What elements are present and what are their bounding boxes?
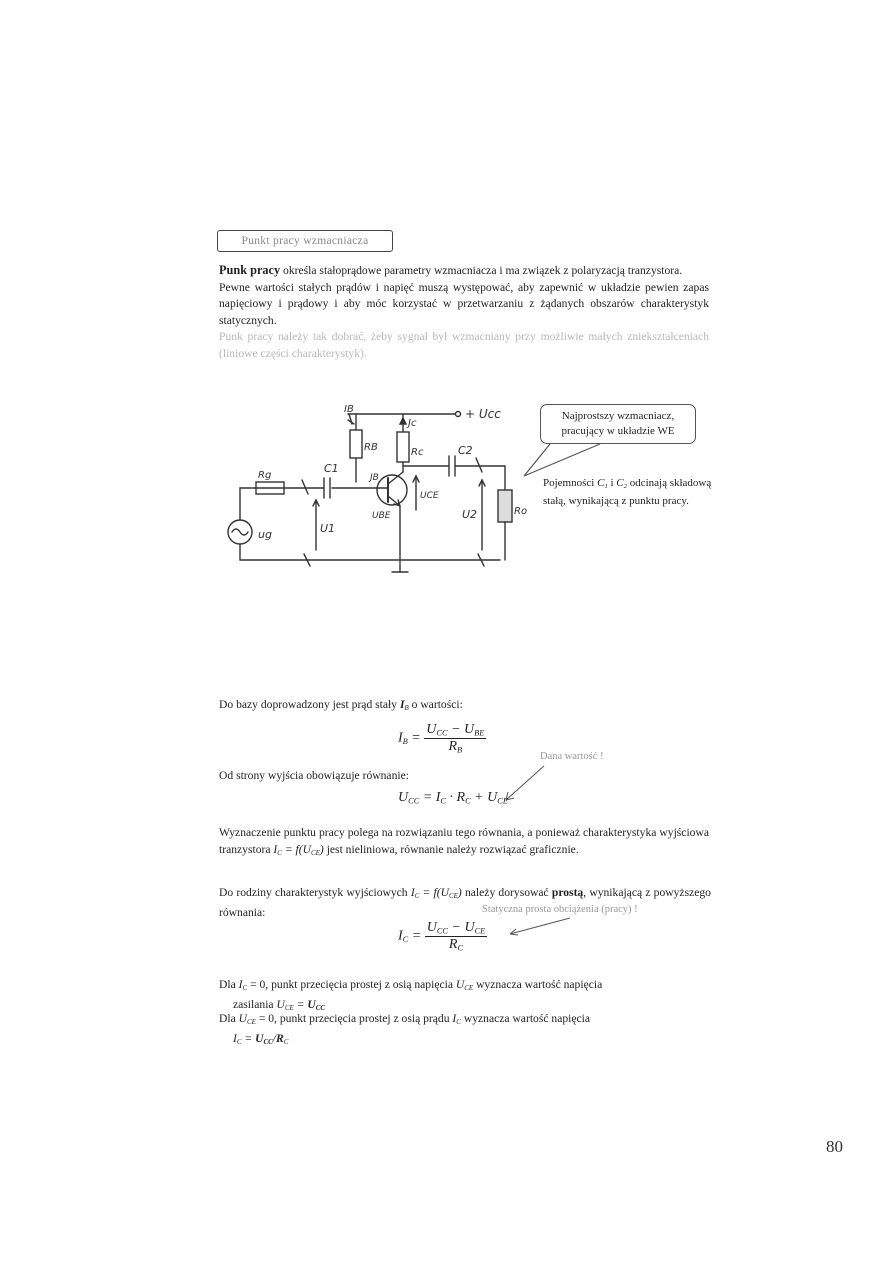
determination-lead: Wyznaczenie punktu pracy polega na rozwiązaniu tego równania, a ponieważ charakterystyka wyjściowa tranzystora (219, 826, 709, 856)
load-line-arrow (506, 916, 576, 940)
case2-pre: Dla (219, 1012, 236, 1025)
note-c1: C (597, 477, 605, 489)
label-c2: C2 (458, 444, 473, 457)
family-bold: prostą (551, 886, 584, 899)
label-rg: Rg (258, 470, 272, 481)
base-current-lead: Do bazy doprowadzony jest prąd stały (219, 698, 398, 711)
note-pre: Pojemności (543, 477, 598, 489)
label-uce: UCE (420, 491, 439, 501)
formula-ic: $I_C$ = $\frac{U_{CC} - U_{CE}}{R_C}$ (398, 920, 486, 953)
circuit-diagram (220, 400, 528, 585)
family-mid: należy dorysować (464, 886, 549, 899)
label-ic: Jc (408, 418, 417, 429)
case2-post: wyznacza wartość napięcia (463, 1012, 591, 1025)
label-ib: IB (344, 404, 354, 415)
note-c2-sub: 2 (623, 482, 627, 490)
label-u2: U2 (462, 508, 478, 521)
output-side-text: Od strony wyjścia obowiązuje równanie: (219, 769, 409, 782)
base-current-sym: I (399, 698, 405, 711)
note-post: odcinają składową stałą, wynikającą z punktu pracy. (543, 477, 712, 508)
callout-pointer (520, 440, 620, 480)
label-ube: UBE (372, 511, 391, 521)
family-pre: Do rodziny charakterystyk wyjściowych (219, 886, 408, 899)
intro-line3: Punk pracy należy tak dobrać, żeby sygnał był wzmacniany przy możliwie małych zniekształceniach (liniowe części charakterystyk). (219, 330, 709, 360)
label-rc: Rc (411, 447, 424, 458)
note-c2: C (616, 477, 624, 489)
page-number: 80 (826, 1137, 843, 1156)
note-mid: i (607, 477, 617, 489)
section-title: Punkt pracy wzmacniacza (217, 230, 393, 252)
case2-text: Dla $U_{CE} = 0$, punkt przecięcia prostej z osią prądu $I_C$ wyznacza wartość napięcia $I_C = U_{CC}/R_C$ (219, 1012, 591, 1046)
case1-line2: zasilania (233, 997, 274, 1011)
determination-paragraph: Wyznaczenie punktu pracy polega na rozwiązaniu tego równania, a ponieważ charakterystyka wyjściowa tranzystora $I_C = f(U_{CE})$ jest nieliniowa, równanie należy rozwiązać graficznie. (219, 826, 709, 857)
case1-mid: = 0, punkt przecięcia prostej z osią napięcia (250, 978, 453, 991)
family-paragraph: Do rodziny charakterystyk wyjściowych $I_C = f(U_{CE})$ należy dorysować prostą, wynikającą z powyższego równania: (219, 886, 711, 919)
label-c1: C1 (324, 462, 339, 475)
load-line-note: Statyczna prosta obciążenia (pracy) ! (482, 904, 638, 915)
label-ro: Ro (514, 506, 528, 517)
intro-line1: określa stałoprądowe parametry wzmacniacza i ma związek z polaryzacją tranzystora. (280, 264, 683, 277)
intro-line2: Pewne wartości stałych prądów i napięć muszą występować, aby zapewnić w układzie pewien zapas napięciowy i prądowy i aby móc korzystać w przetwarzaniu z żądanych obszarów charakterystyk statycznych. (219, 280, 709, 327)
formula-ucc: $U_{CC} = I_C \cdot R_C + U_{CE}$ (398, 790, 508, 806)
family-post: , wynikającą z powyższego równania: (219, 886, 711, 919)
label-u1: U1 (320, 522, 336, 535)
case1-pre: Dla (219, 978, 236, 991)
formula-ib: $I_B$ = $\frac{U_{CC} - U_{BE}}{R_B}$ (398, 722, 485, 755)
case1-post: wyznacza wartość napięcia (476, 978, 603, 991)
case1-text: Dla $I_C = 0$, punkt przecięcia prostej z osią napięcia $U_{CE}$ wyznacza wartość napięcia zasilania $U_{CE} = U_{CC}$ (219, 978, 603, 1012)
note-c1-sub: 1 (604, 482, 608, 490)
label-ug: ug (258, 528, 272, 541)
intro-paragraph (219, 262, 709, 362)
case2-mid: = 0, punkt przecięcia prostej z osią prądu (258, 1012, 450, 1025)
base-current-tail: o wartości: (408, 698, 463, 711)
given-value-note: Dana wartość ! (540, 751, 604, 762)
base-current-text (219, 697, 463, 717)
label-ucc: + Ucc (465, 407, 501, 421)
label-rb: RB (364, 442, 378, 453)
term-bold: Punk pracy (219, 263, 281, 277)
base-current-sub: B (404, 704, 409, 713)
label-jb: JB (370, 473, 379, 483)
capacitor-note (543, 476, 713, 510)
callout-bubble: Najprostszy wzmacniacz, pracujący w układzie WE (540, 404, 696, 444)
determination-tail: jest nieliniowa, równanie należy rozwiązać graficznie. (326, 842, 579, 856)
